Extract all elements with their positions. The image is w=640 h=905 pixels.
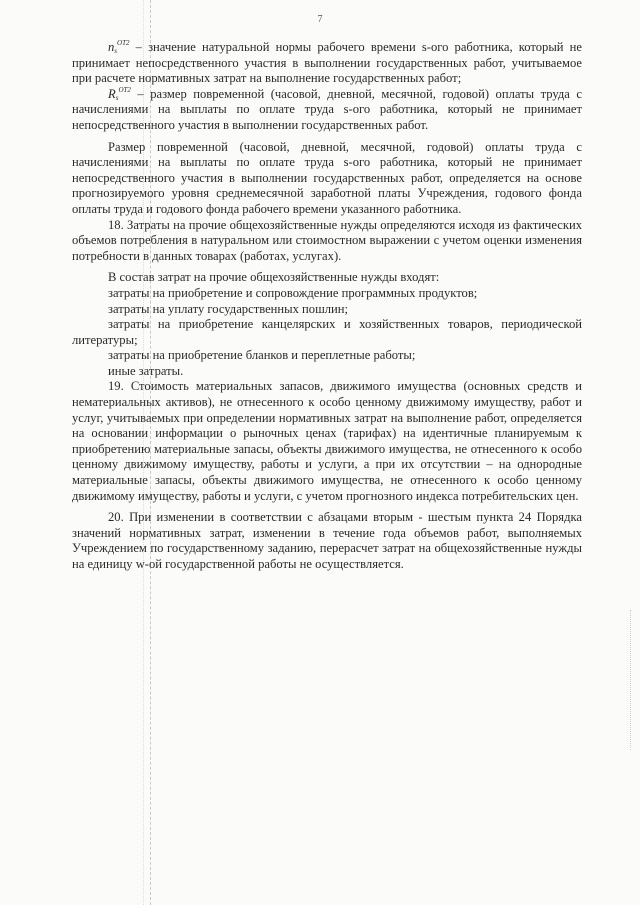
list-item: затраты на уплату государственных пошлин; xyxy=(108,301,349,316)
list-item: затраты на приобретение канцелярских и хозяйственных товаров, периодической литературы; xyxy=(72,317,582,347)
page-number: 7 xyxy=(317,14,323,25)
paragraph-text: – значение натуральной нормы рабочего времени s-ого работника, который не принимает непосредственного участия в выполнении государственных работ, учитываемое при расчете нормативных затрат на выполнение государственных работ; xyxy=(72,40,582,86)
paragraph-19: 19. Стоимость материальных запасов, движимого имущества (основных средств и нематериальных активов), не отнесенного к особо ценному движимому имуществу, работ и услуг, учитываемых при определении нормативных затрат на выполнение работ, определяется на основании информации о рыночных ценах (тарифах) на идентичные планируемым к приобретению материальные запасы, объекты движимого имущества, не отнесенного к особо ценному движимому имуществу, работы и услуги, а при их отсутствии – на однородные материальные запасы, объекты движимого имущества, не отнесенного к особо ценному движимому имуществу, работы и услуги, с учетом прогнозного индекса потребительских цен. xyxy=(72,379,582,503)
paragraph-18: 18. Затраты на прочие общехозяйственные нужды определяются исходя из фактических объемов потребления в натуральном или стоимостном выражении с учетом оценки изменения потребности в данных товарах (работах, услугах). xyxy=(72,217,582,263)
paragraph-wage-size: Размер повременной (часовой, дневной, месячной, годовой) оплаты труда с начислениями на выплаты по оплате труда s-ого работника, который не принимает непосредственного участия в выполнении государственных работ, определяется на основе прогнозируемого уровня среднемесячной заработной платы Учреждения, годового фонда оплаты труда и годового фонда рабочего времени указанного работника. xyxy=(72,139,582,216)
paragraph-composition: В состав затрат на прочие общехозяйственные нужды входят: xyxy=(108,270,440,285)
edge-scan-mark xyxy=(630,610,634,750)
symbol-n: $n_s^{ОТ2}$ xyxy=(108,39,130,55)
symbol-r: $R_s^{ОТ2}$ xyxy=(108,85,131,102)
paragraph-n-definition xyxy=(72,40,582,87)
paragraph-r-definition xyxy=(72,87,582,134)
list-item: иные затраты. xyxy=(108,363,184,378)
list-item: затраты на приобретение бланков и переплетные работы; xyxy=(108,348,416,363)
paragraph-text: – размер повременной (часовой, дневной, месячной, годовой) оплаты труда с начислениями на выплаты по оплате труда s-ого работника, который не принимает непосредственного участия в выполнении государственных работ. xyxy=(72,86,582,132)
list-item: затраты на приобретение и сопровождение программных продуктов; xyxy=(108,285,478,300)
paragraph-20: 20. При изменении в соответствии с абзацами вторым - шестым пункта 24 Порядка значений нормативных затрат, изменении в течение года объемов работ, выполняемых Учреждением по государственному заданию, перерасчет затрат на общехозяйственные нужды на единицу w-ой государственной работы не осуществляется. xyxy=(72,510,582,571)
document-body xyxy=(72,40,582,573)
